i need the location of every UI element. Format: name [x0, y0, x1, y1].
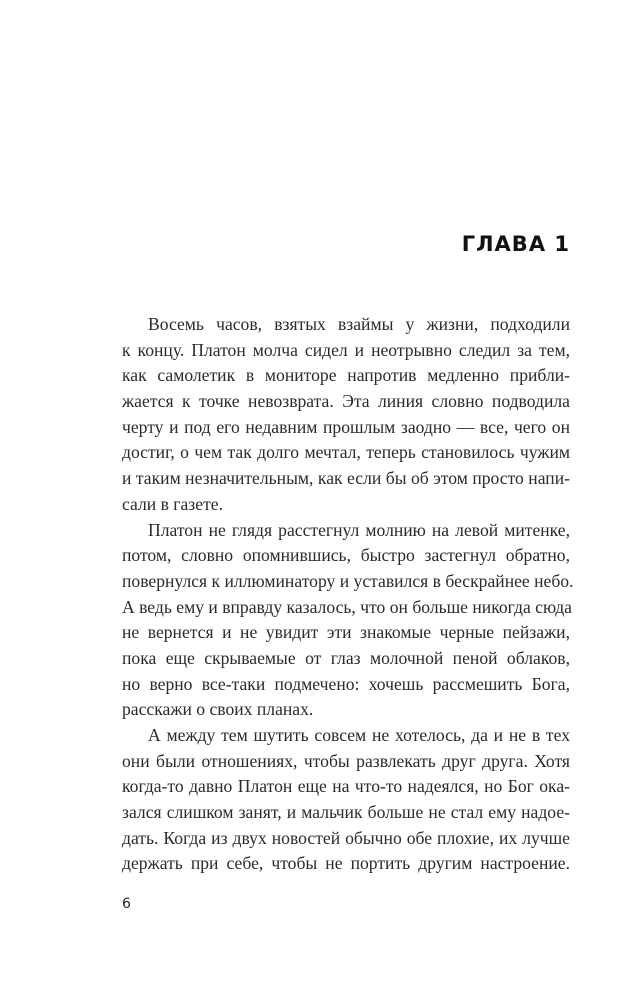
text-line: жается к точке невозврата. Эта линия словно подводила — [122, 391, 570, 412]
text-line: достиг, о чем так долго мечтал, теперь становилось чужим — [122, 442, 570, 463]
text-line: но верно все-таки подмечено: хочешь рассмешить Бога, — [122, 673, 570, 694]
text-line: А ведь ему и вправду казалось, что он больше никогда сюда — [122, 596, 572, 617]
chapter-title: ГЛАВА 1 — [461, 232, 570, 256]
text-line: черту и под его недавним прошлым заодно — все, чего он — [122, 416, 570, 437]
text-line: и таким незначительным, как если бы об этом просто напи- — [122, 468, 570, 489]
text-line: А между тем шутить совсем не хотелось, да и не в тех — [148, 725, 570, 745]
body-text — [122, 312, 574, 877]
page-number: 6 — [122, 896, 131, 912]
text-line: потом, словно опомнившись, быстро застегнул обратно, — [122, 545, 570, 566]
text-line: зался слишком занят, и мальчик больше не стал ему надое- — [122, 802, 570, 823]
text-line: не вернется и не увидит эти знакомые черные пейзажи, — [122, 622, 570, 643]
text-line: когда-то давно Платон еще на что-то надеялся, но Бог ока- — [122, 776, 570, 797]
text-line: Восемь часов, взятых взаймы у жизни, подходили — [148, 314, 570, 334]
text-line: сали в газете. — [122, 493, 223, 514]
text-line: дать. Когда из двух новостей обычно обе плохие, их лучше — [122, 827, 570, 848]
paragraph-3 — [122, 723, 570, 877]
text-line: они были отношениях, чтобы развлекать друг друга. Хотя — [122, 750, 570, 771]
text-line: пока еще скрываемые от глаз молочной пеной облаков, — [122, 647, 570, 668]
text-line: как самолетик в мониторе напротив медленно прибли- — [122, 365, 570, 386]
text-line: повернулся к иллюминатору и уставился в бескрайнее небо. — [122, 570, 574, 591]
text-line: Платон не глядя расстегнул молнию на левой митенке, — [148, 519, 570, 540]
text-line: держать при себе, чтобы не портить другим настроение. — [122, 853, 570, 874]
text-line: расскажи о своих планах. — [122, 699, 314, 720]
paragraph-1 — [122, 312, 570, 518]
text-line: к концу. Платон молча сидел и неотрывно следил за тем, — [122, 339, 570, 360]
paragraph-2 — [122, 518, 574, 724]
